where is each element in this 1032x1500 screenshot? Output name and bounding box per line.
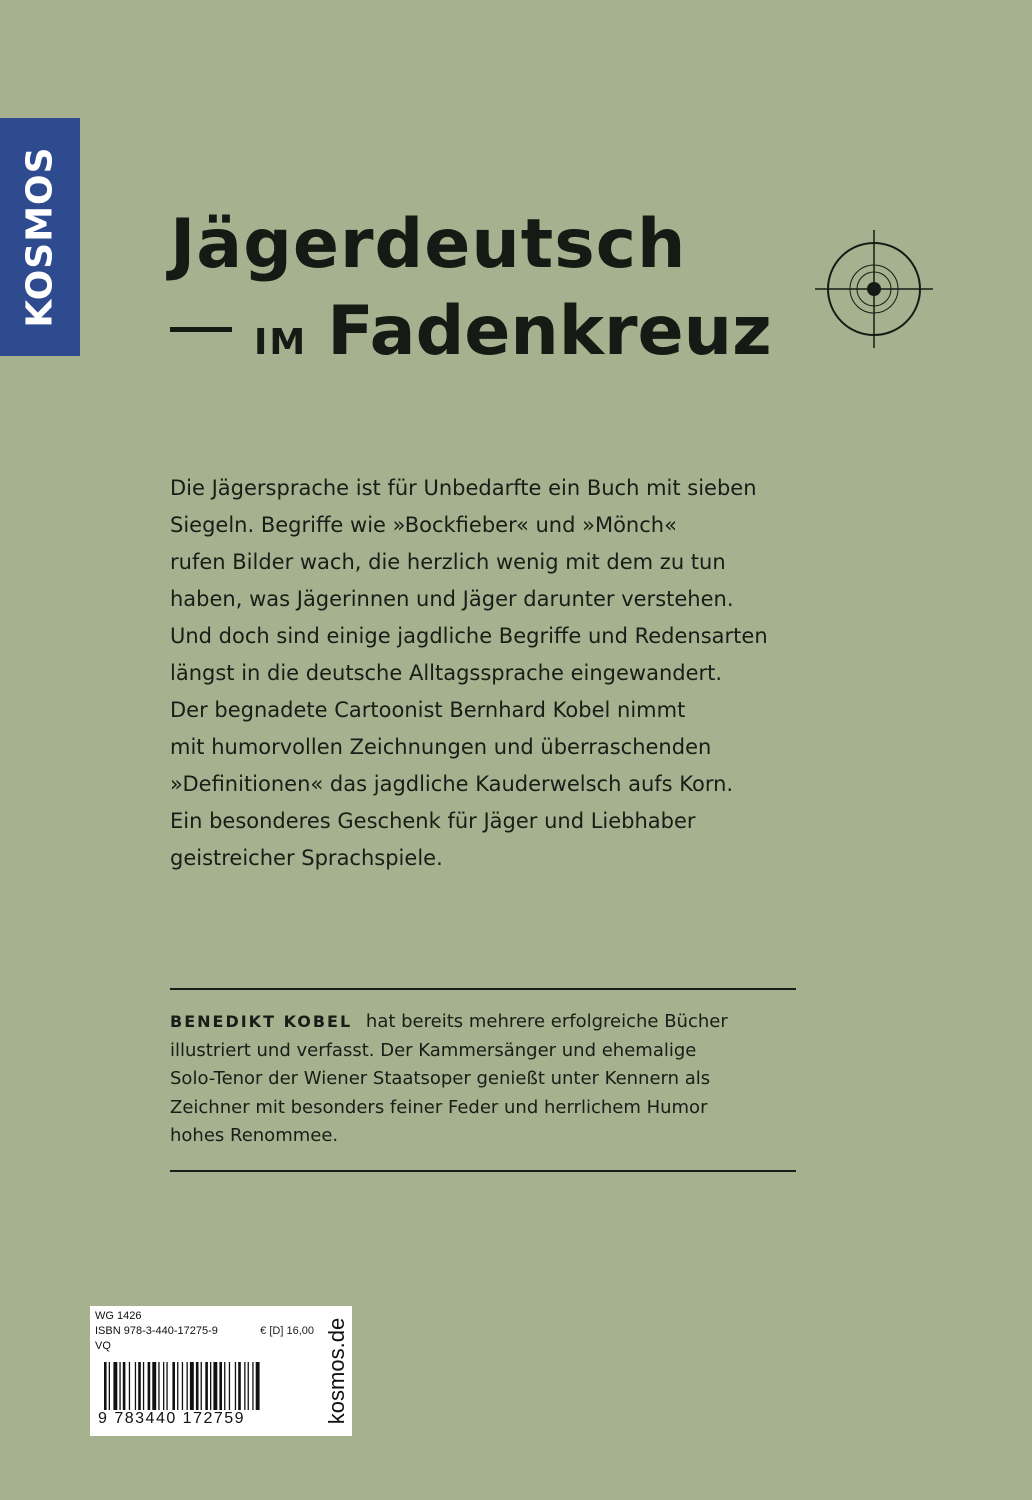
description-line: »Definitionen« das jagdliche Kauderwelsch aufs Korn. <box>170 772 734 796</box>
description-line: Und doch sind einige jagdliche Begriffe und Redensarten <box>170 624 768 648</box>
description-line: mit humorvollen Zeichnungen und überraschenden <box>170 735 712 759</box>
author-bio-first-line <box>170 1008 810 1037</box>
author-bio-text: hat bereits mehrere erfolgreiche Bücher <box>365 1011 728 1032</box>
description-line: rufen Bilder wach, die herzlich wenig mit dem zu tun <box>170 550 726 574</box>
author-bio-line: Zeichner mit besonders feiner Feder und herrlichem Humor <box>170 1096 708 1118</box>
divider-top <box>170 988 796 990</box>
barcode-bars <box>104 1362 316 1410</box>
description-line: geistreicher Sprachspiele. <box>170 846 443 870</box>
vq-code: VQ <box>95 1340 111 1352</box>
website-strip <box>322 1306 352 1436</box>
barcode-panel <box>90 1306 322 1436</box>
book-title-line1: Jägerdeutsch <box>170 205 687 284</box>
author-bio-line: illustriert und verfasst. Der Kammersänger und ehemalige <box>170 1039 697 1061</box>
publisher-website: kosmos.de <box>324 1317 349 1425</box>
description-line: Die Jägersprache ist für Unbedarfte ein Buch mit sieben <box>170 476 757 500</box>
author-bio-line: hohes Renommee. <box>170 1125 339 1146</box>
book-description <box>170 470 850 877</box>
isbn: ISBN 978-3-440-17275-9 <box>95 1325 218 1337</box>
author-name: BENEDIKT KOBEL <box>170 1012 353 1031</box>
description-line: Der begnadete Cartoonist Bernhard Kobel nimmt <box>170 698 686 722</box>
title-main: Fadenkreuz <box>327 292 772 371</box>
title-prefix: IM <box>254 322 308 363</box>
description-line: haben, was Jägerinnen und Jäger darunter verstehen. <box>170 587 734 611</box>
crosshair-icon <box>815 230 933 348</box>
description-line: Siegeln. Begriffe wie »Bockfieber« und »Mönch« <box>170 513 677 537</box>
author-bio <box>170 1008 810 1151</box>
description-line: längst in die deutsche Alltagssprache eingewandert. <box>170 661 723 685</box>
description-line: Ein besonderes Geschenk für Jäger und Liebhaber <box>170 809 696 833</box>
title-dash <box>170 327 232 332</box>
divider-bottom <box>170 1170 796 1172</box>
publisher-logo-tab <box>0 118 80 356</box>
book-title-line2 <box>170 292 772 371</box>
product-group: WG 1426 <box>95 1310 142 1322</box>
barcode-digits: 9 783440 172759 <box>98 1410 246 1427</box>
author-bio-line: Solo-Tenor der Wiener Staatsoper genießt unter Kennern als <box>170 1068 711 1089</box>
price: € [D] 16,00 <box>260 1325 314 1337</box>
publisher-logo: KOSMOS <box>19 146 61 328</box>
